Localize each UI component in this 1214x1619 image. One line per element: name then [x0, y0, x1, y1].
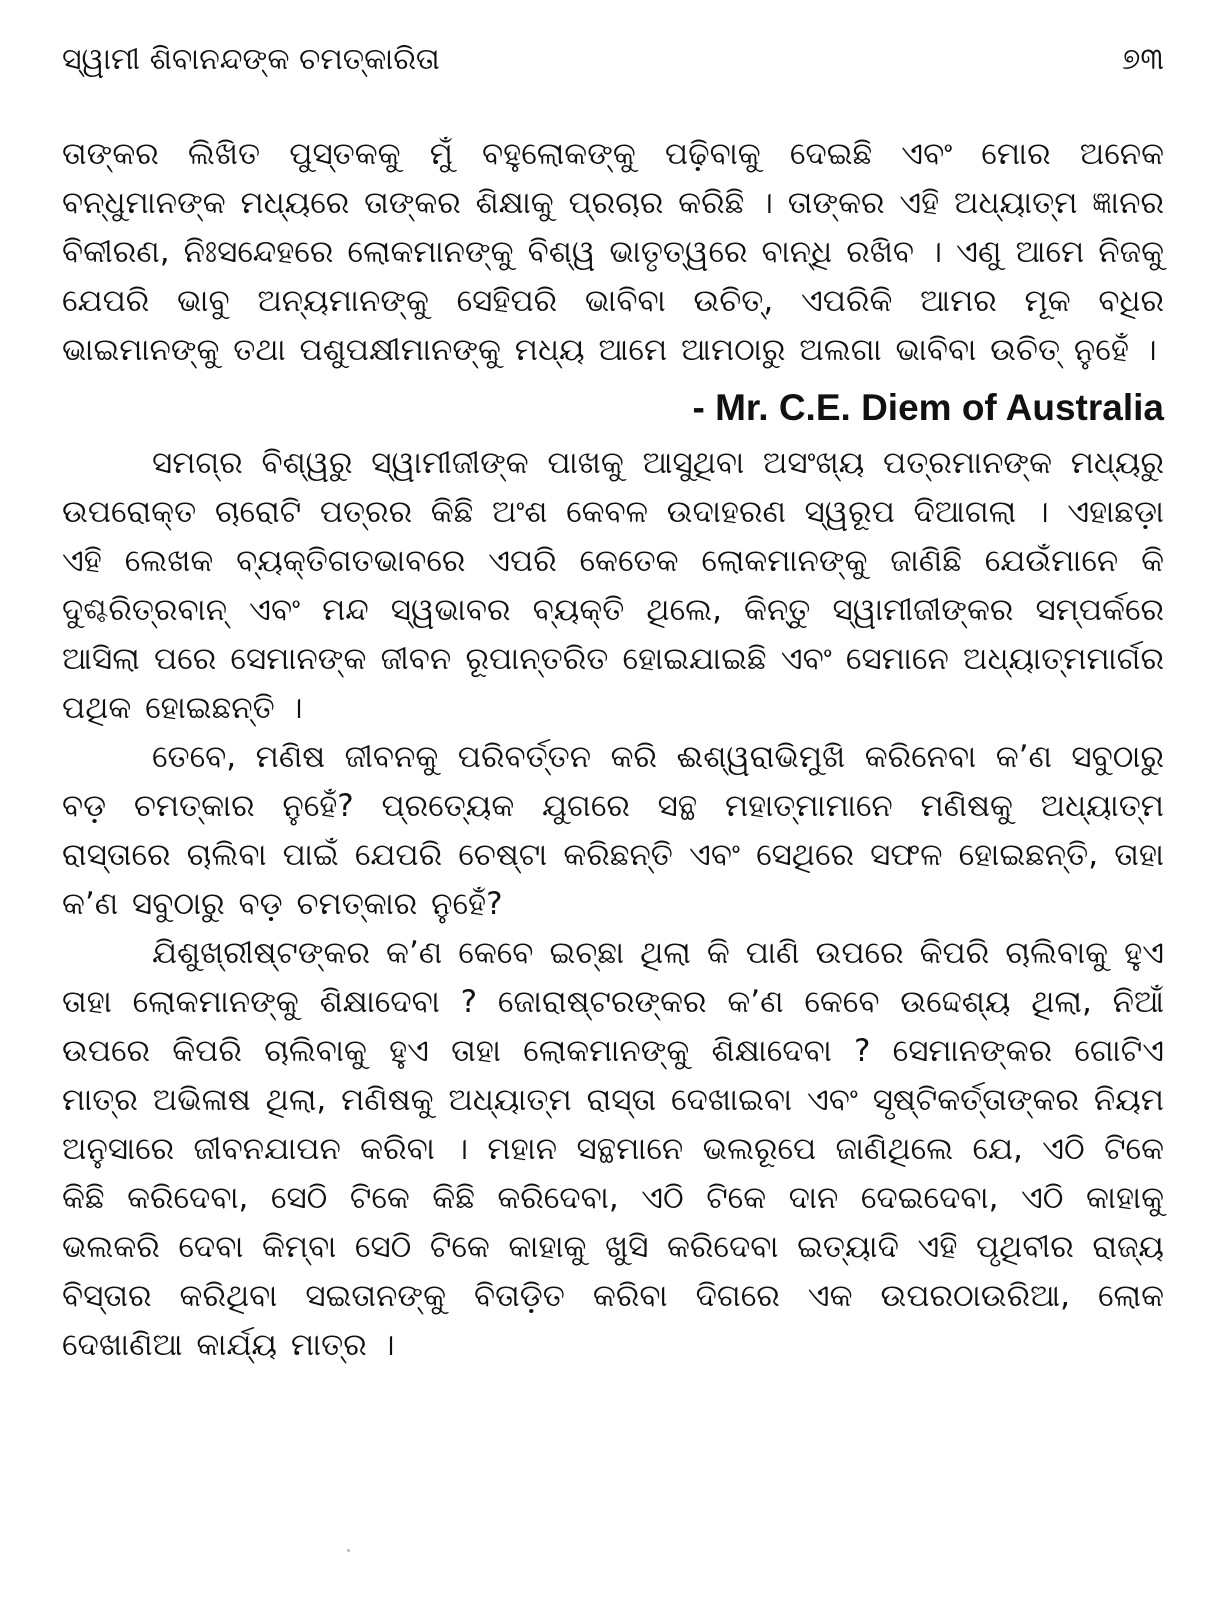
page-number: ୭୩ [1122, 42, 1164, 77]
running-header [62, 40, 1164, 100]
letter-attribution: - Mr. C.E. Diem of Australia [692, 387, 1164, 428]
paragraph-greatest-miracle: ତେବେ, ମଣିଷ ଜୀବନକୁ ପରିବର୍ତ୍ତନ କରି ଈଶ୍ୱରାଭିମୁଖି କରିନେବା କ’ଣ ସବୁଠାରୁ ବଡ଼ ଚମତ୍କାର ନୁହେଁ? ପ୍ରତ୍ୟେକ ଯୁଗରେ ସନ୍ଥ ମହାତ୍ମାମାନେ ମଣିଷକୁ ଅଧ୍ୟାତ୍ମ ରାସ୍ତାରେ ଚାଲିବା ପାଇଁ ଯେପରି ଚେଷ୍ଟା କରିଛନ୍ତି ଏବଂ ସେଥିରେ ସଫଳ ହୋଇଛନ୍ତି, ତାହା କ’ଣ ସବୁଠାରୁ ବଡ଼ ଚମତ୍କାର ନୁହେଁ? [62, 739, 1164, 922]
scan-speck [347, 1549, 350, 1552]
running-title: ସ୍ୱାମୀ ଶିବାନନ୍ଦଙ୍କ ଚମତ୍କାରିତା [62, 42, 440, 77]
paragraph-letters-summary: ସମଗ୍ର ବିଶ୍ୱରୁ ସ୍ୱାମୀଜୀଙ୍କ ପାଖକୁ ଆସୁଥିବା ଅସଂଖ୍ୟ ପତ୍ରମାନଙ୍କ ମଧ୍ୟରୁ ଉପରୋକ୍ତ ଚାରୋଟି ପତ୍ରର କିଛି ଅଂଶ କେବଳ ଉଦାହରଣ ସ୍ୱରୂପ ଦିଆଗଲା । ଏହାଛଡ଼ା ଏହି ଲେଖକ ବ୍ୟକ୍ତିଗତଭାବରେ ଏପରି କେତେକ ଲୋକମାନଙ୍କୁ ଜାଣିଛି ଯେଉଁମାନେ କି ଦୁଶ୍ଚରିତ୍ରବାନ୍ ଏବଂ ମନ୍ଦ ସ୍ୱଭାବର ବ୍ୟକ୍ତି ଥିଲେ, କିନ୍ତୁ ସ୍ୱାମୀଜୀଙ୍କର ସମ୍ପର୍କରେ ଆସିଲା ପରେ ସେମାନଙ୍କ ଜୀବନ ରୂପାନ୍ତରିତ ହୋଇଯାଇଛି ଏବଂ ସେମାନେ ଅଧ୍ୟାତ୍ମମାର୍ଗର ପଥିକ ହୋଇଛନ୍ତି । [62, 445, 1164, 726]
paragraph-saints-purpose: ଯିଶୁଖ୍ରୀଷ୍ଟଙ୍କର କ’ଣ କେବେ ଇଚ୍ଛା ଥିଲା କି ପାଣି ଉପରେ କିପରି ଚାଲିବାକୁ ହୁଏ ତାହା ଲୋକମାନଙ୍କୁ ଶିକ୍ଷାଦେବା ? ଜୋରାଷ୍ଟରଙ୍କର କ’ଣ କେବେ ଉଦ୍ଦେଶ୍ୟ ଥିଲା, ନିଆଁ ଉପରେ କିପରି ଚାଲିବାକୁ ହୁଏ ତାହା ଲୋକମାନଙ୍କୁ ଶିକ୍ଷାଦେବା ? ସେମାନଙ୍କର ଗୋଟିଏ ମାତ୍ର ଅଭିଳାଷ ଥିଲା, ମଣିଷକୁ ଅଧ୍ୟାତ୍ମ ରାସ୍ତା ଦେଖାଇବା ଏବଂ ସୃଷ୍ଟିକର୍ତ୍ତାଙ୍କର ନିୟମ ଅନୁସାରେ ଜୀବନଯାପନ କରିବା । ମହାନ ସନ୍ଥମାନେ ଭଲରୂପେ ଜାଣିଥିଲେ ଯେ, ଏଠି ଟିକେ କିଛି କରିଦେବା, ସେଠି ଟିକେ କିଛି କରିଦେବା, ଏଠି ଟିକେ ଦାନ ଦେଇଦେବା, ଏଠି କାହାକୁ ଭଲକରି ଦେବା କିମ୍ବା ସେଠି ଟିକେ କାହାକୁ ଖୁସି କରିଦେବା ଇତ୍ୟାଦି ଏହି ପୃଥିବୀର ରାଜ୍ୟ ବିସ୍ତାର କରିଥିବା ସଇତାନଙ୍କୁ ବିତାଡ଼ିତ କରିବା ଦିଗରେ ଏକ ଉପରଠାଉରିଆ, ଲୋକ ଦେଖାଣିଆ କାର୍ଯ୍ୟ ମାତ୍ର । [62, 935, 1164, 1363]
paragraph-letter-excerpt: ତାଙ୍କର ଲିଖିତ ପୁସ୍ତକକୁ ମୁଁ ବହୁଲୋକଙ୍କୁ ପଢ଼ିବାକୁ ଦେଇଛି ଏବଂ ମୋର ଅନେକ ବନ୍ଧୁମାନଙ୍କ ମଧ୍ୟରେ ତାଙ୍କର ଶିକ୍ଷାକୁ ପ୍ରଚାର କରିଛି । ତାଙ୍କର ଏହି ଅଧ୍ୟାତ୍ମ ଜ୍ଞାନର ବିକୀରଣ, ନିଃସନ୍ଦେହରେ ଲୋକମାନଙ୍କୁ ବିଶ୍ୱ ଭାତୃତ୍ୱରେ ବାନ୍ଧି ରଖିବ । ଏଣୁ ଆମେ ନିଜକୁ ଯେପରି ଭାବୁ ଅନ୍ୟମାନଙ୍କୁ ସେହିପରି ଭାବିବା ଉଚିତ୍, ଏପରିକି ଆମର ମୂକ ବଧିର ଭାଇମାନଙ୍କୁ ତଥା ପଶୁପକ୍ଷୀମାନଙ୍କୁ ମଧ୍ୟ ଆମେ ଆମଠାରୁ ଅଲଗା ଭାବିବା ଉଚିତ୍ ନୁହେଁ । [62, 136, 1164, 368]
